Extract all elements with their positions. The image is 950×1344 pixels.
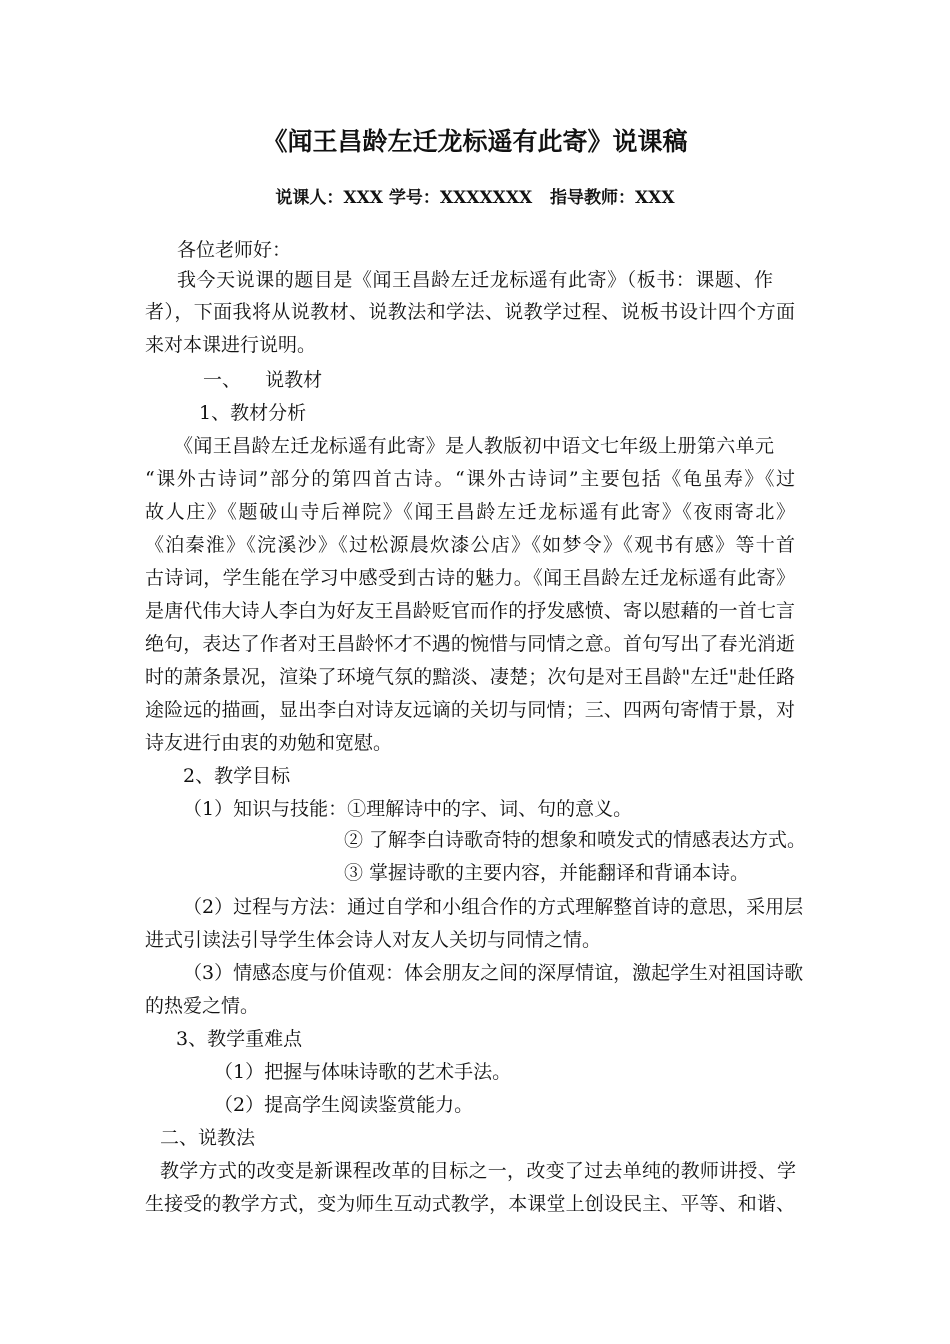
document-title: 《闻王昌龄左迁龙标遥有此寄》说课稿 — [262, 127, 688, 156]
analysis-line-2: “课外古诗词”部分的第四首古诗。“课外古诗词”主要包括《龟虽寿》《过 — [145, 468, 795, 490]
subheading-textbook-analysis: 1、教材分析 — [199, 402, 307, 424]
goal-knowledge-3: ③ 掌握诗歌的主要内容，并能翻译和背诵本诗。 — [344, 862, 750, 884]
greeting: 各位老师好： — [177, 239, 292, 261]
goal-emotion-line-2: 的热爱之情。 — [145, 995, 260, 1017]
key-point-2: （2）提高学生阅读鉴赏能力。 — [214, 1094, 474, 1116]
intro-line-3: 来对本课进行说明。 — [145, 334, 317, 356]
goal-process-line-1: （2）过程与方法：通过自学和小组合作的方式理解整首诗的意思，采用层 — [183, 896, 804, 918]
analysis-line-7: 绝句，表达了作者对王昌龄怀才不遇的惋惜与同情之意。首句写出了春光消逝 — [145, 633, 795, 655]
byline: 说课人：XXX 学号：XXXXXXX 指导教师：XXX — [275, 188, 675, 208]
key-point-1: （1）把握与体味诗歌的艺术手法。 — [214, 1061, 512, 1083]
section-heading-textbook: 一、 说教材 — [203, 369, 323, 391]
goal-knowledge-2: ② 了解李白诗歌奇特的想象和喷发式的情感表达方式。 — [344, 829, 807, 851]
analysis-line-6: 是唐代伟大诗人李白为好友王昌龄贬官而作的抒发感愤、寄以慰藉的一首七言 — [145, 600, 795, 622]
intro-line-1: 我今天说课的题目是《闻王昌龄左迁龙标遥有此寄》（板书：课题、作 — [177, 269, 773, 291]
analysis-line-3: 故人庄》《题破山寺后禅院》《闻王昌龄左迁龙标遥有此寄》《夜雨寄北》 — [145, 501, 795, 523]
subheading-teaching-goals: 2、教学目标 — [183, 765, 291, 787]
analysis-line-4: 《泊秦淮》《浣溪沙》《过松源晨炊漆公店》《如梦令》《观书有感》等十首 — [145, 534, 795, 556]
analysis-line-1: 《闻王昌龄左迁龙标遥有此寄》是人教版初中语文七年级上册第六单元 — [174, 435, 774, 457]
intro-line-2: 者），下面我将从说教材、说教法和学法、说教学过程、说板书设计四个方面 — [145, 301, 795, 323]
analysis-line-10: 诗友进行由衷的劝勉和宽慰。 — [145, 732, 393, 754]
method-line-1: 教学方式的改变是新课程改革的目标之一，改变了过去单纯的教师讲授、学 — [160, 1160, 796, 1182]
goal-knowledge-1: （1）知识与技能：①理解诗中的字、词、句的意义。 — [183, 798, 633, 820]
analysis-line-8: 时的萧条景况，渲染了环境气氛的黯淡、凄楚；次句是对王昌龄"左迁"赴任路 — [145, 666, 795, 688]
subheading-key-points: 3、教学重难点 — [176, 1028, 303, 1050]
goal-process-line-2: 进式引读法引导学生体会诗人对友人关切与同情之情。 — [145, 929, 602, 951]
analysis-line-5: 古诗词，学生能在学习中感受到古诗的魅力。《闻王昌龄左迁龙标遥有此寄》 — [145, 567, 795, 589]
goal-emotion-line-1: （3）情感态度与价值观：体会朋友之间的深厚情谊，激起学生对祖国诗歌 — [183, 962, 804, 984]
method-line-2: 生接受的教学方式，变为师生互动式教学，本课堂上创设民主、平等、和谐、 — [145, 1193, 795, 1215]
analysis-line-9: 途险远的描画，显出李白对诗友远谪的关切与同情；三、四两句寄情于景，对 — [145, 699, 795, 721]
section-heading-teaching-method: 二、说教法 — [160, 1127, 256, 1149]
